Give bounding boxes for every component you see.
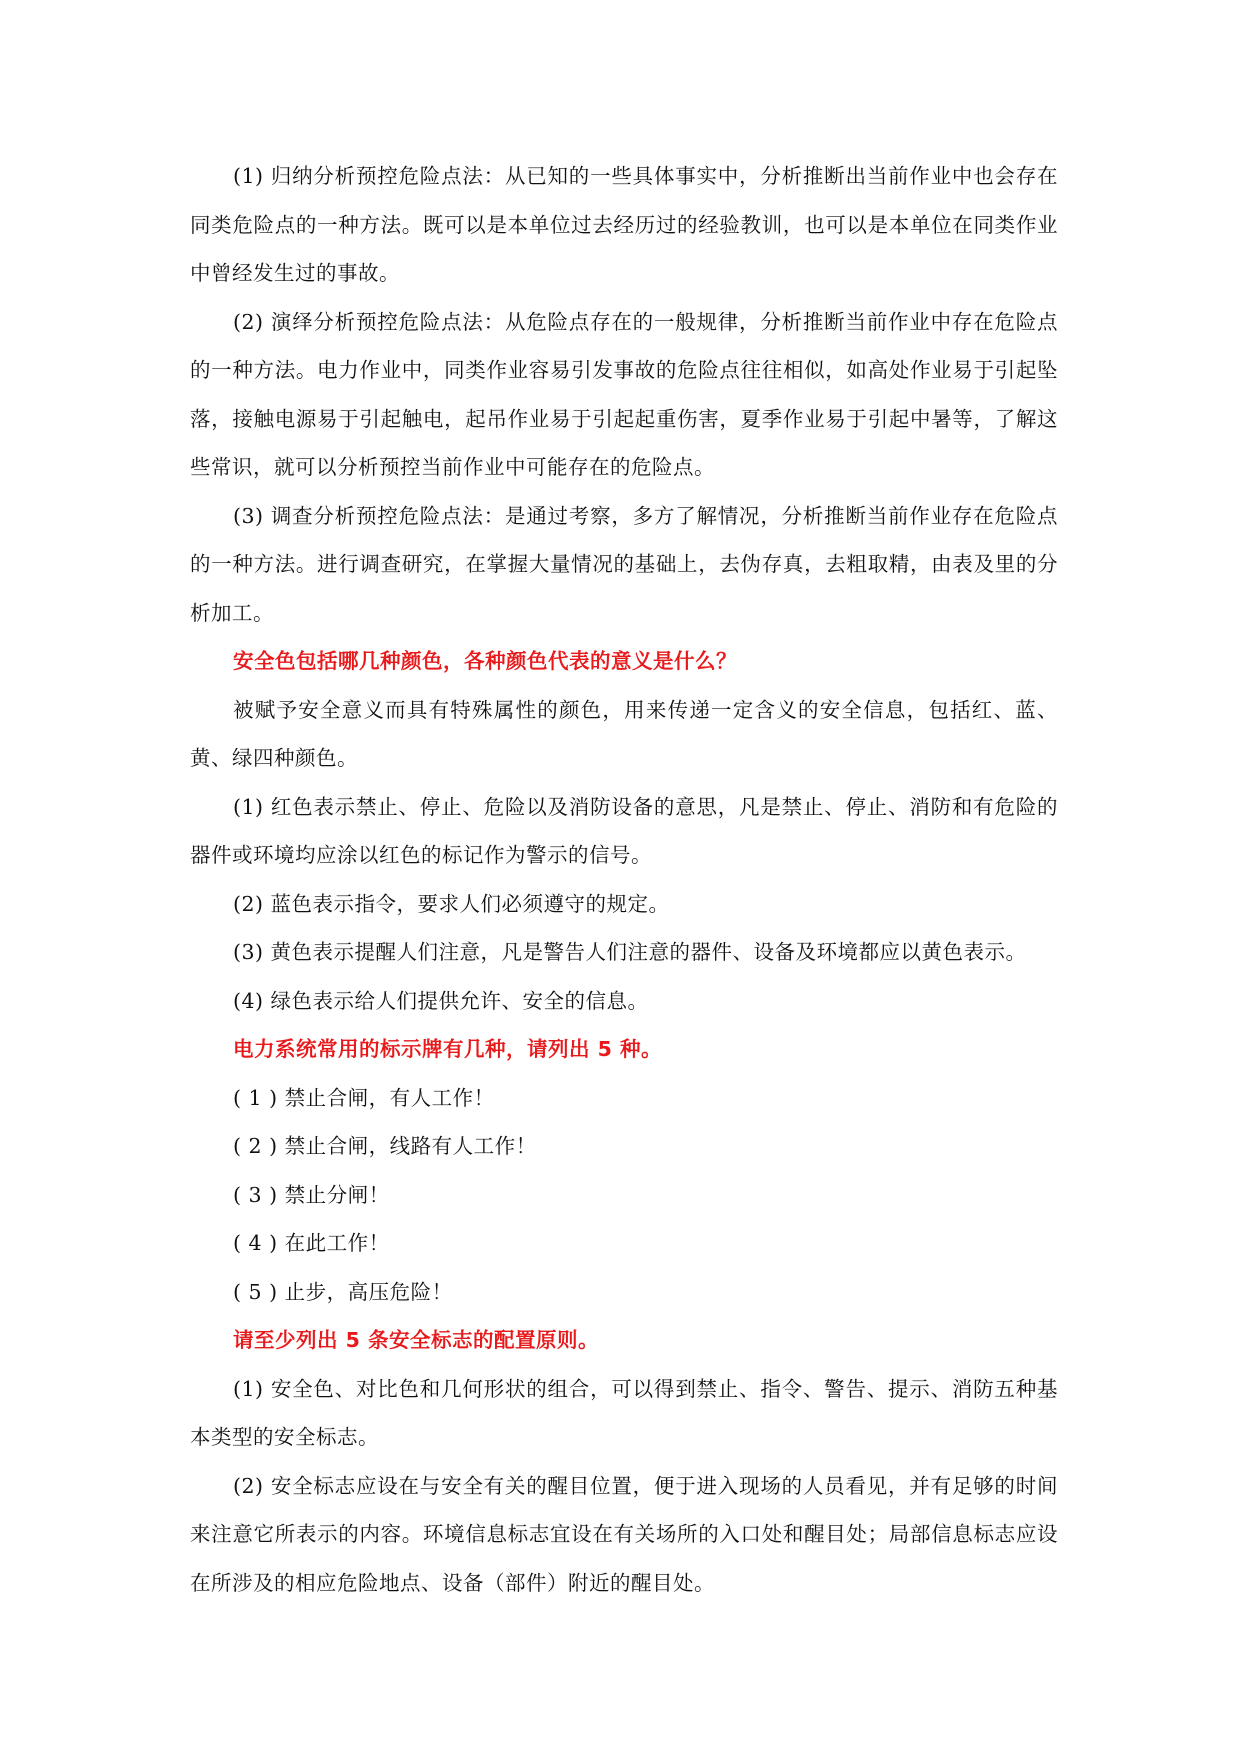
list-item-sign-5: ( 5 ) 止步，高压危险！ xyxy=(233,1279,453,1304)
list-item-sign-1: ( 1 ) 禁止合闸，有人工作！ xyxy=(233,1085,495,1110)
paragraph-investigation-method: (3) 调查分析预控危险点法：是通过考察，多方了解情况，分析推断当前作业存在危险点的一种方法。进行调查研究，在掌握大量情况的基础上，去伪存真，去粗取精，由表及里的分析加工。 xyxy=(190,503,1058,625)
paragraph-inductive-method: (1) 归纳分析预控危险点法：从已知的一些具体事实中，分析推断出当前作业中也会存在同类危险点的一种方法。既可以是本单位过去经历过的经验教训，也可以是本单位在同类作业中曾经发生过的事故。 xyxy=(190,164,1058,285)
paragraph-blue-color: (2) 蓝色表示指令，要求人们必须遵守的规定。 xyxy=(233,891,670,916)
paragraph-principle-2: (2) 安全标志应设在与安全有关的醒目位置，便于进入现场的人员看见，并有足够的时间来注意它所表示的内容。环境信息标志宜设在有关场所的入口处和醒目处；局部信息标志应设在所涉及的相应危险地点、设备（部件）附近的醒目处。 xyxy=(190,1473,1058,1595)
list-item-sign-4: ( 4 ) 在此工作！ xyxy=(233,1231,390,1255)
paragraph-colors-intro: 被赋予安全意义而具有特殊属性的颜色，用来传递一定含义的安全信息，包括红、蓝、黄、绿四种颜色。 xyxy=(190,697,1058,770)
paragraph-red-color: (1) 红色表示禁止、停止、危险以及消防设备的意思，凡是禁止、停止、消防和有危险的器件或环境均应涂以红色的标记作为警示的信号。 xyxy=(190,794,1058,867)
list-item-sign-3: ( 3 ) 禁止分闸！ xyxy=(233,1182,390,1207)
paragraph-deductive-method: (2) 演绎分析预控危险点法：从危险点存在的一般规律，分析推断当前作业中存在危险点的一种方法。电力作业中，同类作业容易引发事故的危险点往往相似，如高处作业易于引起坠落，接触电源易于引起触电，起吊作业易于引起起重伤害，夏季作业易于引起中暑等，了解这些常识，就可以分析预控当前作业中可能存在的危险点。 xyxy=(190,309,1058,479)
list-item-sign-2: ( 2 ) 禁止合闸，线路有人工作！ xyxy=(233,1134,537,1158)
paragraph-yellow-color: (3) 黄色表示提醒人们注意，凡是警告人们注意的器件、设备及环境都应以黄色表示。 xyxy=(233,940,1027,964)
heading-sign-principles: 请至少列出 5 条安全标志的配置原则。 xyxy=(233,1328,600,1352)
heading-warning-signs: 电力系统常用的标示牌有几种，请列出 5 种。 xyxy=(233,1037,663,1061)
document-body xyxy=(190,152,1058,1607)
heading-safety-colors: 安全色包括哪几种颜色，各种颜色代表的意义是什么？ xyxy=(233,649,737,673)
paragraph-green-color: (4) 绿色表示给人们提供允许、安全的信息。 xyxy=(233,988,649,1013)
paragraph-principle-1: (1) 安全色、对比色和几何形状的组合，可以得到禁止、指令、警告、提示、消防五种基本类型的安全标志。 xyxy=(190,1376,1058,1449)
